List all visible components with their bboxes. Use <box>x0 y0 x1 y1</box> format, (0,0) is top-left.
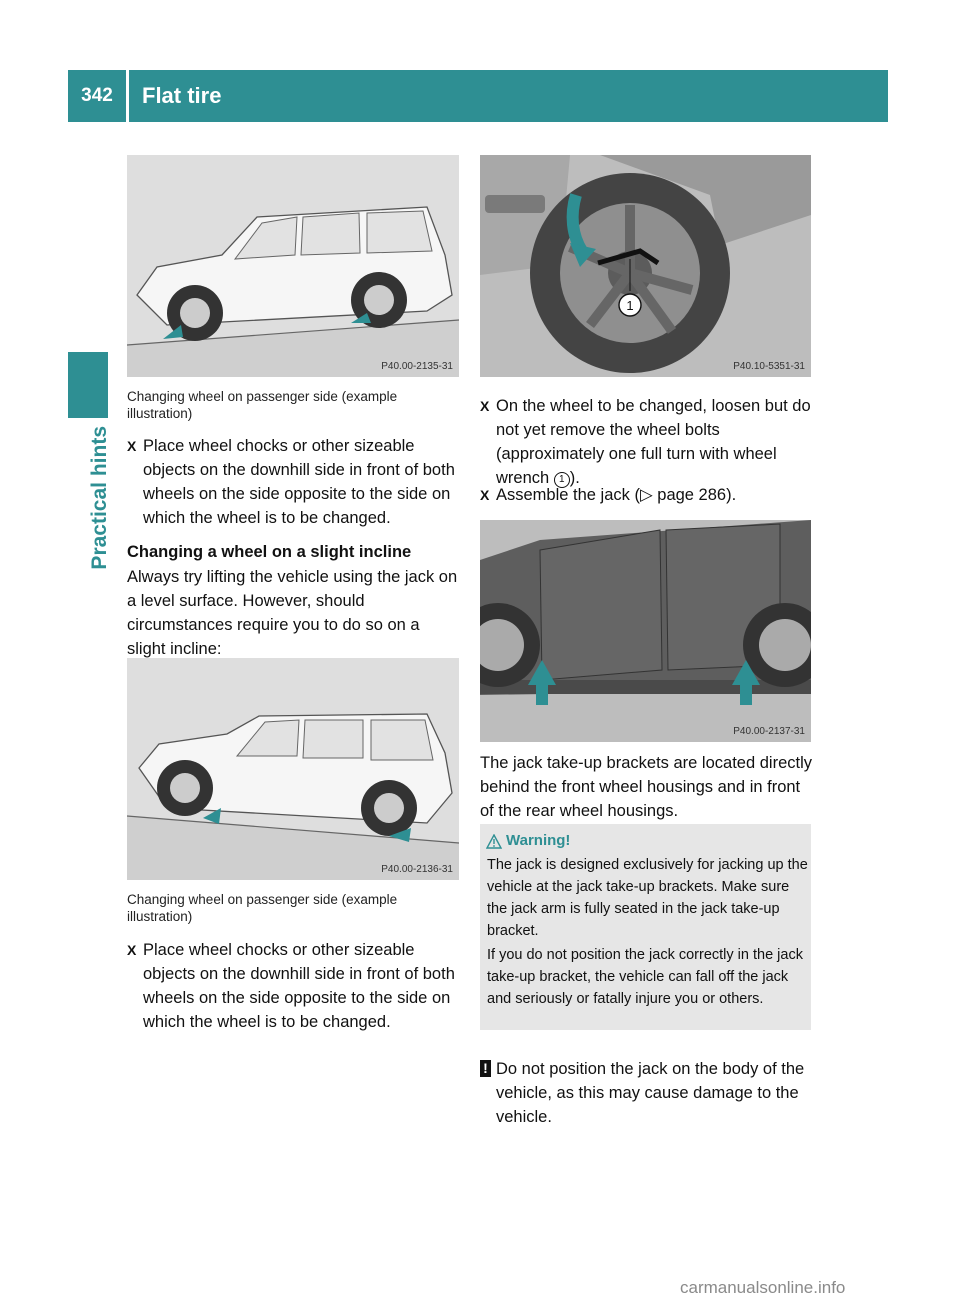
page-title: Flat tire <box>142 83 222 108</box>
image-caption: Changing wheel on passenger side (example illustration) <box>127 389 398 421</box>
step-text: Place wheel chocks or other sizeable objects on the downhill side in front of both wheels on the side opposite to the side on which the wheel is to be changed. <box>143 437 455 527</box>
section-tab-marker <box>68 352 108 418</box>
note-text: Do not position the jack on the body of the vehicle, as this may cause damage to the vehicle. <box>496 1060 805 1126</box>
step-arrow-icon: X <box>127 942 137 958</box>
body-paragraph: The jack take-up brackets are located directly behind the front wheel housings and in front of the rear wheel housings. <box>480 754 812 820</box>
step-text: Assemble the jack ( <box>496 486 640 504</box>
image-code: P40.00-2137-31 <box>733 726 805 737</box>
step-text-end: ). <box>569 469 580 487</box>
image-code: P40.00-2135-31 <box>381 361 453 372</box>
image-caption: Changing wheel on passenger side (example illustration) <box>127 892 398 924</box>
page-number: 342 <box>81 85 113 106</box>
watermark: carmanualsonline.info <box>680 1278 846 1297</box>
instruction-step <box>127 938 461 1034</box>
instruction-step <box>480 483 814 507</box>
step-arrow-icon: X <box>127 438 137 454</box>
warning-text: If you do not position the jack correctly in the jack take-up bracket, the vehicle can fall off the jack and seriously or fatally injure you or others. <box>487 947 803 1007</box>
instruction-step <box>480 394 814 490</box>
warning-title: Warning! <box>506 832 571 849</box>
step-text: On the wheel to be changed, loosen but do not yet remove the wheel bolts (approximately one full turn with wheel wrench <box>496 397 811 487</box>
section-heading: Changing a wheel on a slight incline <box>127 543 412 561</box>
header-divider <box>126 70 129 122</box>
step-text: Place wheel chocks or other sizeable objects on the downhill side in front of both wheels on the side opposite to the side on which the wheel is to be changed. <box>143 941 455 1031</box>
step-text-end: ). <box>726 486 737 504</box>
callout-badge: 1 <box>554 472 570 488</box>
page-ref-triangle-icon: ▷ <box>639 486 658 504</box>
instruction-step <box>127 434 461 530</box>
warning-text: The jack is designed exclusively for jacking up the vehicle at the jack take-up brackets. Make sure the jack arm is fully seated in the jack take-up bracket. <box>487 857 808 939</box>
image-code: P40.00-2136-31 <box>381 864 453 875</box>
section-label: Practical hints <box>88 426 111 570</box>
illustration-vehicle-incline-2 <box>127 658 459 880</box>
warning-box <box>480 824 811 1030</box>
exclamation-icon: ! <box>480 1060 491 1077</box>
illustration-jack-brackets <box>480 520 811 742</box>
image-code: P40.10-5351-31 <box>733 361 805 372</box>
callout-1-icon: 1 <box>626 298 634 313</box>
step-arrow-icon: X <box>480 487 490 503</box>
illustration-wheel-wrench <box>480 155 811 377</box>
step-arrow-icon: X <box>480 398 490 414</box>
illustration-vehicle-incline-1 <box>127 155 459 377</box>
page-reference-link[interactable]: page 286 <box>657 486 727 504</box>
body-paragraph: Always try lifting the vehicle using the jack on a level surface. However, should circumstances require you to do so on a slight incline: <box>127 568 458 658</box>
warning-triangle-icon <box>486 834 502 849</box>
